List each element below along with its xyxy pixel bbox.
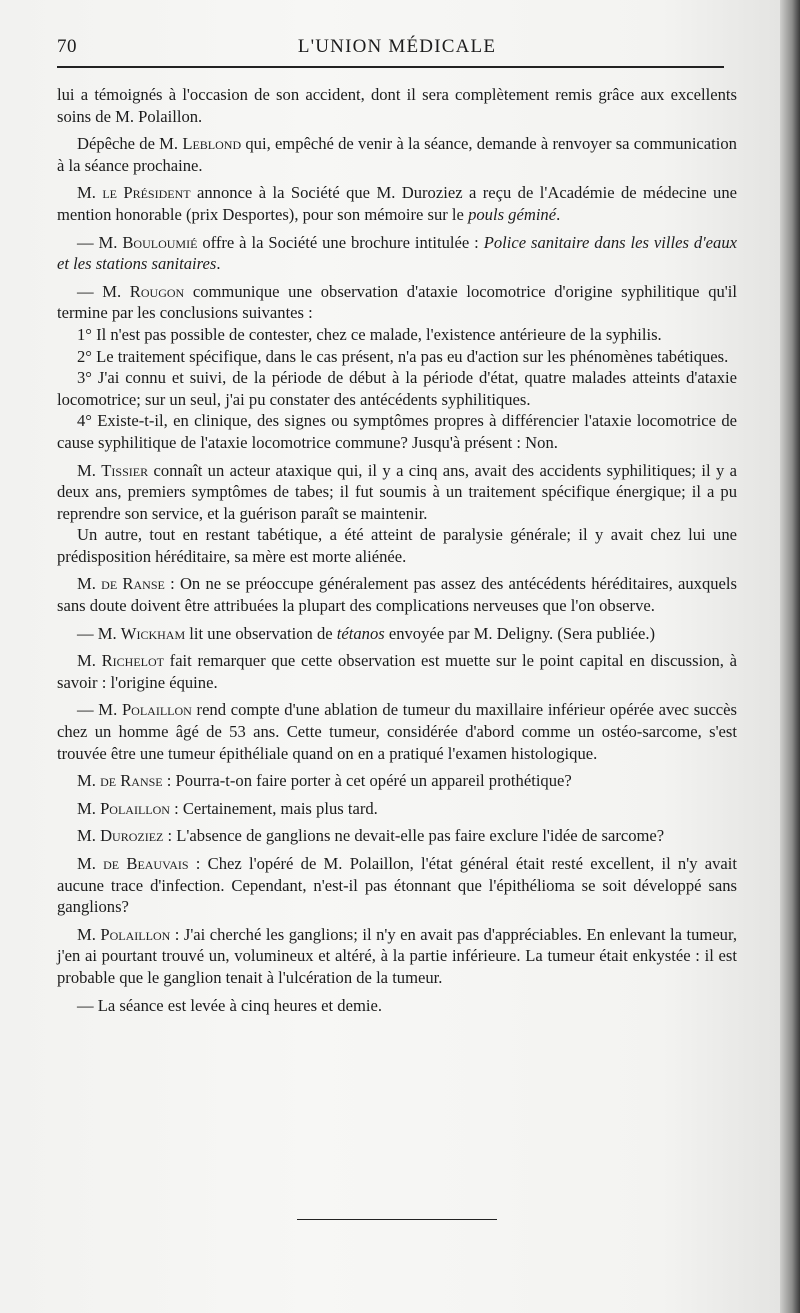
paragraph-text: M. [77, 651, 102, 671]
paragraph [57, 623, 737, 645]
paragraph-text: envoyée par M. Deligny. (Sera publiée.) [384, 623, 656, 643]
speaker-name: Tissier [101, 460, 149, 480]
paragraph-text: M. [77, 771, 101, 791]
paragraph [57, 182, 737, 225]
paragraph-text: communique une observation d'ataxie locomotrice d'origine syphilitique qu'il termine par les conclusions suivantes : [57, 281, 737, 323]
page-header [57, 36, 737, 68]
paragraph-text: annonce à la Société que M. Duroziez a reçu de l'Académie de médecine une mention honorable (prix Desportes), pour son mémoire sur le [57, 183, 737, 224]
closing-paragraph: — La séance est levée à cinq heures et demie. [77, 995, 382, 1015]
speaker-name: de Ranse [100, 771, 163, 791]
paragraph-text: : L'absence de ganglions ne devait-elle pas faire exclure l'idée de sarcome? [163, 826, 665, 846]
speaker-name: Wickham [120, 623, 186, 643]
speaker-name: Polaillon [121, 700, 192, 720]
italic-title: Police sanitaire dans les villes d'eaux et les stations sanitaires [57, 232, 738, 274]
speaker-name: Bouloumié [122, 232, 198, 252]
running-title: L'UNION MÉDICALE [297, 36, 497, 57]
paragraph-text: connaît un acteur ataxique qui, il y a cinq ans, avait des accidents syphilitiques; il y a deux ans, premiers symptômes de tabes; il fut soumis à un traitement spécifique énergique; il a pu reprendre son service, et la guérison paraît se maintenir. [57, 460, 737, 523]
paragraph-text: offre à la Société une brochure intitulée : [197, 232, 484, 252]
paragraph [57, 924, 737, 989]
speaker-name: Polaillon [100, 924, 171, 944]
paragraph [57, 460, 737, 525]
paragraph [57, 853, 737, 918]
section-end-rule [297, 1219, 497, 1220]
paragraph [57, 699, 737, 764]
paragraph-text: rend compte d'une ablation de tumeur du maxillaire inférieur opérée avec succès chez un homme âgé de 53 ans. Cette tumeur, considérée d'abord comme un ostéo-sarcome, s'est trouvée être une tumeur épithéliale quand on en a pratiqué l'examen histologique. [57, 700, 737, 763]
paragraph-text: . [556, 204, 561, 224]
paragraph-text: — M. [77, 623, 121, 643]
paragraph-text: M. [77, 924, 101, 944]
paragraph [57, 798, 737, 820]
paragraph-text: — M. [77, 232, 123, 252]
speaker-name: le Président [102, 183, 191, 203]
paragraph: lui a témoignés à l'occasion de son accident, dont il sera complètement remis grâce aux excellents soins de M. Polaillon. [57, 85, 737, 126]
paragraph-text: — M. [77, 281, 130, 301]
paragraph-text: : Pourra-t-on faire porter à cet opéré un appareil prothétique? [162, 771, 572, 791]
paragraph-text: M. [77, 574, 102, 594]
paragraph-text: : Certainement, mais plus tard. [169, 798, 378, 818]
italic-term: tétanos [336, 623, 385, 643]
page-body [57, 84, 737, 1022]
paragraph [57, 232, 737, 275]
paragraph-text: qui, empêché de venir à la séance, demande à renvoyer sa communication à la séance prochaine. [57, 134, 737, 175]
paragraph [57, 825, 737, 847]
paragraph: Un autre, tout en restant tabétique, a été atteint de paralysie générale; il y avait chez lui une prédisposition héréditaire, sa mère est morte aliénée. [57, 525, 737, 566]
speaker-name: de Ranse [101, 574, 165, 594]
paragraph [57, 573, 737, 616]
paragraph [57, 650, 737, 693]
paragraph-text: : Chez l'opéré de M. Polaillon, l'état général était resté excellent, il n'y avait aucune trace d'infection. Cependant, n'est-il pas étonnant que l'épithélioma se soit développé sans ganglions? [57, 854, 737, 917]
conclusion-item: 1° Il n'est pas possible de contester, chez ce malade, l'existence antérieure de la syphilis. [77, 324, 662, 344]
paragraph-text: : On ne se préoccupe généralement pas assez des antécédents héréditaires, auxquels sans doute doivent être attribuées la plupart des complications nerveuses que l'on observe. [57, 574, 737, 616]
paragraph-text: M. [77, 854, 104, 873]
speaker-name: de Beauvais [103, 854, 189, 873]
paragraph-text: M. [77, 183, 103, 203]
speaker-name: Richelot [101, 651, 164, 671]
paragraph-text: M. [77, 460, 102, 480]
italic-title: pouls géminé [468, 204, 557, 224]
conclusion-item: 2° Le traitement spécifique, dans le cas présent, n'a pas eu d'action sur les phénomènes tabétiques. [77, 346, 729, 366]
paragraph-text: . [216, 254, 221, 274]
page-edge-shadow [780, 0, 800, 1313]
speaker-name: Duroziez [100, 826, 164, 846]
paragraph-text: fait remarquer que cette observation est muette sur le point capital en discussion, à savoir : l'origine équine. [57, 651, 737, 692]
speaker-name: Leblond [182, 134, 242, 154]
paragraph [57, 770, 737, 792]
paragraph-text: Dépêche de M. [77, 134, 183, 154]
conclusion-item: 3° J'ai connu et suivi, de la période de début à la période d'état, quatre malades atteints d'ataxie locomotrice; sur un seul, j'ai pu constater des antécédents syphilitiques. [57, 368, 737, 409]
paragraph-text: — M. [77, 700, 122, 720]
speaker-name: Polaillon [100, 798, 170, 818]
page-number: 70 [57, 36, 77, 57]
paragraph-text: M. [77, 798, 101, 818]
paragraph-text: M. [77, 826, 101, 846]
header-rule [57, 66, 724, 68]
paragraph-text: lit une observation de [185, 623, 337, 643]
conclusion-item: 4° Existe-t-il, en clinique, des signes ou symptômes propres à différencier l'ataxie locomotrice de cause syphilitique de l'ataxie locomotrice commune? Jusqu'à présent : Non. [57, 411, 737, 452]
paragraph-text: : J'ai cherché les ganglions; il n'y en avait pas d'appréciables. En enlevant la tumeur, j'en ai pourtant trouvé un, volumineux et altéré, à la partie inférieure. La tumeur était enkystée : il est probable que le ganglion tenait à l'ulcération de la tumeur. [57, 924, 737, 987]
speaker-name: Rougon [129, 281, 185, 301]
paragraph [57, 133, 737, 176]
paragraph [57, 281, 737, 324]
